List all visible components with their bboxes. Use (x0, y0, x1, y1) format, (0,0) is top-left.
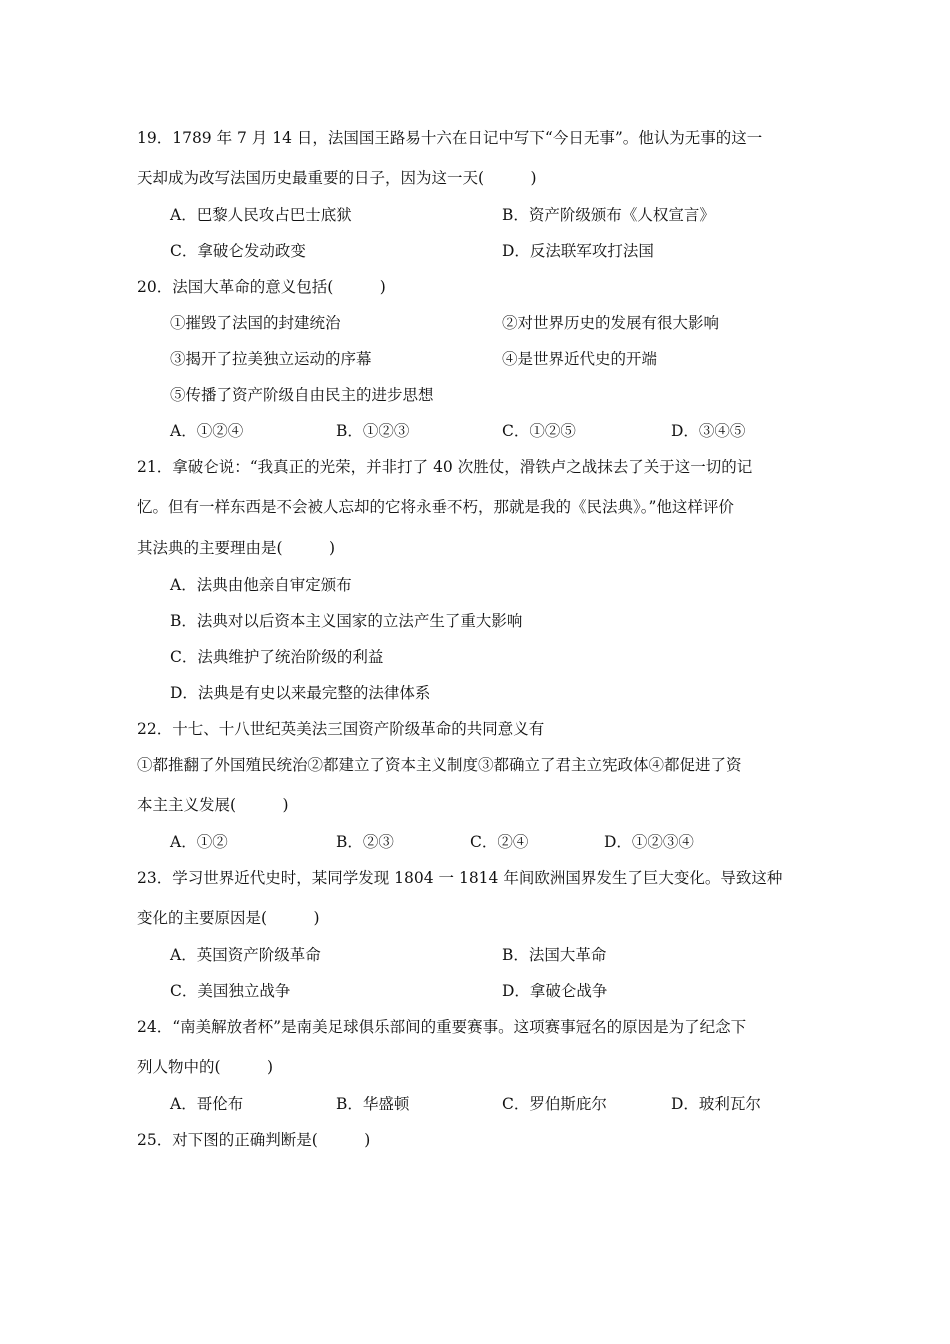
q20-item-5: ⑤传播了资产阶级自由民主的进步思想 (170, 386, 434, 404)
q24-option-d: D．玻利瓦尔 (671, 1095, 761, 1113)
q21-stem-line2: 忆。但有一样东西是不会被人忘却的它将永垂不朽，那就是我的《民法典》。”他这样评价 (137, 498, 734, 516)
q22-stem-line3: 本主主义发展( ) (137, 796, 289, 814)
q24-option-c: C．罗伯斯庇尔 (502, 1095, 607, 1113)
q20-item-3: ③揭开了拉美独立运动的序幕 (170, 350, 372, 368)
q22-stem-line1: 22．十七、十八世纪英美法三国资产阶级革命的共同意义有 (137, 720, 545, 738)
q21-option-d: D．法典是有史以来最完整的法律体系 (170, 684, 431, 702)
q20-option-c: C．①②⑤ (502, 422, 576, 440)
q23-stem-line1: 23．学习世界近代史时，某同学发现 1804 一 1814 年间欧洲国界发生了巨大变化。导致这种 (137, 869, 783, 887)
q21-option-b: B．法典对以后资本主义国家的立法产生了重大影响 (170, 612, 523, 630)
q20-item-2: ②对世界历史的发展有很大影响 (502, 314, 720, 332)
q22-option-a: A．①② (170, 833, 228, 851)
q20-option-a: A．①②④ (170, 422, 244, 440)
q19-option-c: C．拿破仑发动政变 (170, 242, 306, 260)
q20-item-4: ④是世界近代史的开端 (502, 350, 658, 368)
q20-option-b: B．①②③ (336, 422, 410, 440)
q20-option-d: D．③④⑤ (671, 422, 746, 440)
q24-stem-line2: 列人物中的( ) (137, 1058, 274, 1076)
q23-option-b: B．法国大革命 (502, 946, 607, 964)
q20-stem: 20．法国大革命的意义包括( ) (137, 278, 386, 296)
q20-item-1: ①摧毁了法国的封建统治 (170, 314, 341, 332)
q25-stem: 25．对下图的正确判断是( ) (137, 1131, 371, 1149)
q19-stem-line2: 天却成为改写法国历史最重要的日子，因为这一天( ) (137, 169, 537, 187)
q21-stem-line1: 21．拿破仑说：“我真正的光荣，并非打了 40 次胜仗，滑铁卢之战抹去了关于这一切的记 (137, 458, 753, 476)
q23-option-a: A．英国资产阶级革命 (170, 946, 321, 964)
q22-option-d: D．①②③④ (604, 833, 694, 851)
q22-stem-line2: ①都推翻了外国殖民统治②都建立了资本主义制度③都确立了君主立宪政体④都促进了资 (137, 756, 742, 774)
q24-option-a: A．哥伦布 (170, 1095, 244, 1113)
q19-option-d: D．反法联军攻打法国 (502, 242, 654, 260)
q22-option-c: C．②④ (470, 833, 529, 851)
q19-option-b: B．资产阶级颁布《人权宣言》 (502, 206, 715, 224)
q23-option-c: C．美国独立战争 (170, 982, 291, 1000)
q24-stem-line1: 24．“南美解放者杯”是南美足球俱乐部间的重要赛事。这项赛事冠名的原因是为了纪念下 (137, 1018, 747, 1036)
q21-option-c: C．法典维护了统治阶级的利益 (170, 648, 384, 666)
q24-option-b: B．华盛顿 (336, 1095, 410, 1113)
q23-option-d: D．拿破仑战争 (502, 982, 608, 1000)
q19-stem-line1: 19．1789 年 7 月 14 日，法国国王路易十六在日记中写下“今日无事”。他认为无事的这一 (137, 129, 763, 147)
q21-option-a: A．法典由他亲自审定颁布 (170, 576, 352, 594)
q19-option-a: A．巴黎人民攻占巴士底狱 (170, 206, 352, 224)
q21-stem-line3: 其法典的主要理由是( ) (137, 539, 336, 557)
q22-option-b: B．②③ (336, 833, 394, 851)
q23-stem-line2: 变化的主要原因是( ) (137, 909, 320, 927)
